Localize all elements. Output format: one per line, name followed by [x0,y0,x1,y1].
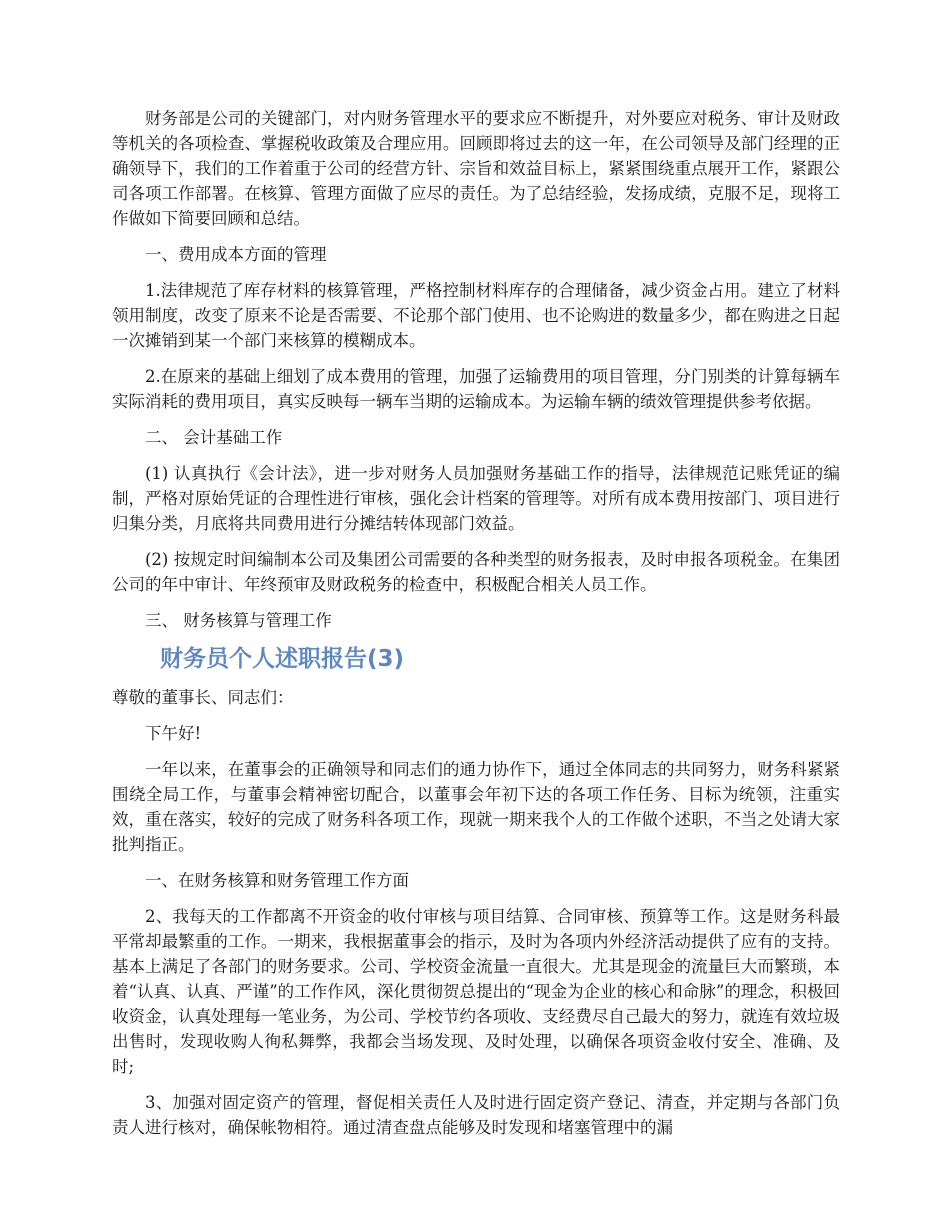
intro-paragraph: 财务部是公司的关键部门，对内财务管理水平的要求应不断提升，对外要应对税务、审计及财政等机关的各项检查、掌握税收政策及合理应用。回顾即将过去的这一年，在公司领导及部门经理的正确领导下，我们的工作着重于公司的经营方针、宗旨和效益目标上，紧紧围绕重点展开工作，紧跟公司各项工作部署。在核算、管理方面做了应尽的责任。为了总结经验，发扬成绩，克服不足，现将工作做如下简要回顾和总结。 [112,109,840,228]
report-item-3: 3、加强对固定资产的管理，督促相关责任人及时进行固定资产登记、清查，并定期与各部门负责人进行核对，确保帐物相符。通过清查盘点能够及时发现和堵塞管理中的漏 [112,1093,840,1137]
section-heading-accounting-management: 一、在财务核算和财务管理工作方面 [145,871,409,890]
section-heading-cost: 一、费用成本方面的管理 [145,245,327,264]
paragraph-item-4: (2) 按规定时间编制本公司及集团公司需要的各种类型的财务报表，及时申报各项税金。在集团公司的年中审计、年终预审及财政税务的检查中，积极配合相关人员工作。 [112,550,840,594]
paragraph-item-1: 1.法律规范了库存材料的核算管理，严格控制材料库存的合理储备，减少资金占用。建立了材料领用制度，改变了原来不论是否需要、不论那个部门使用、也不论购进的数量多少，都在购进之日起一次摊销到某一个部门来核算的模糊成本。 [112,281,840,350]
report-title: 财务员个人述职报告(3) [160,646,405,672]
paragraph-item-3: (1) 认真执行《会计法》，进一步对财务人员加强财务基础工作的指导，法律规范记账凭证的编制，严格对原始凭证的合理性进行审核，强化会计档案的管理等。对所有成本费用按部门、项目进行归集分类，月底将共同费用进行分摊结转体现部门效益。 [112,464,840,533]
section-heading-accounting: 二、 会计基础工作 [145,428,283,447]
document-page [112,106,840,1151]
salutation: 尊敬的董事长、同志们： [112,688,294,707]
section-heading-finance: 三、 财务核算与管理工作 [145,611,332,630]
report-intro-paragraph: 一年以来，在董事会的正确领导和同志们的通力协作下，通过全体同志的共同努力，财务科紧紧围绕全局工作，与董事会精神密切配合，以董事会年初下达的各项工作任务、目标为统领，注重实效，重在落实，较好的完成了财务科各项工作，现就一期来我个人的工作做个述职，不当之处请大家批判指正。 [112,760,840,854]
paragraph-item-2: 2.在原来的基础上细划了成本费用的管理，加强了运输费用的项目管理，分门别类的计算每辆车实际消耗的费用项目，真实反映每一辆车当期的运输成本。为运输车辆的绩效管理提供参考依据。 [112,367,840,411]
report-item-2: 2、我每天的工作都离不开资金的收付审核与项目结算、合同审核、预算等工作。这是财务科最平常却最繁重的工作。一期来，我根据董事会的指示，及时为各项内外经济活动提供了应有的支持。基本上满足了各部门的财务要求。公司、学校资金流量一直很大。尤其是现金的流量巨大而繁琐，本着“认真、认真、严谨”的工作作风，深化贯彻贺总提出的“现金为企业的核心和命脉”的理念，积极回收资金，认真处理每一笔业务，为公司、学校节约各项收、支经费尽自己最大的努力，就连有效垃圾出售时，发现收购人徇私舞弊，我都会当场发现、及时处理，以确保各项资金收付安全、准确、及时; [112,907,840,1076]
greeting: 下午好! [145,724,202,743]
